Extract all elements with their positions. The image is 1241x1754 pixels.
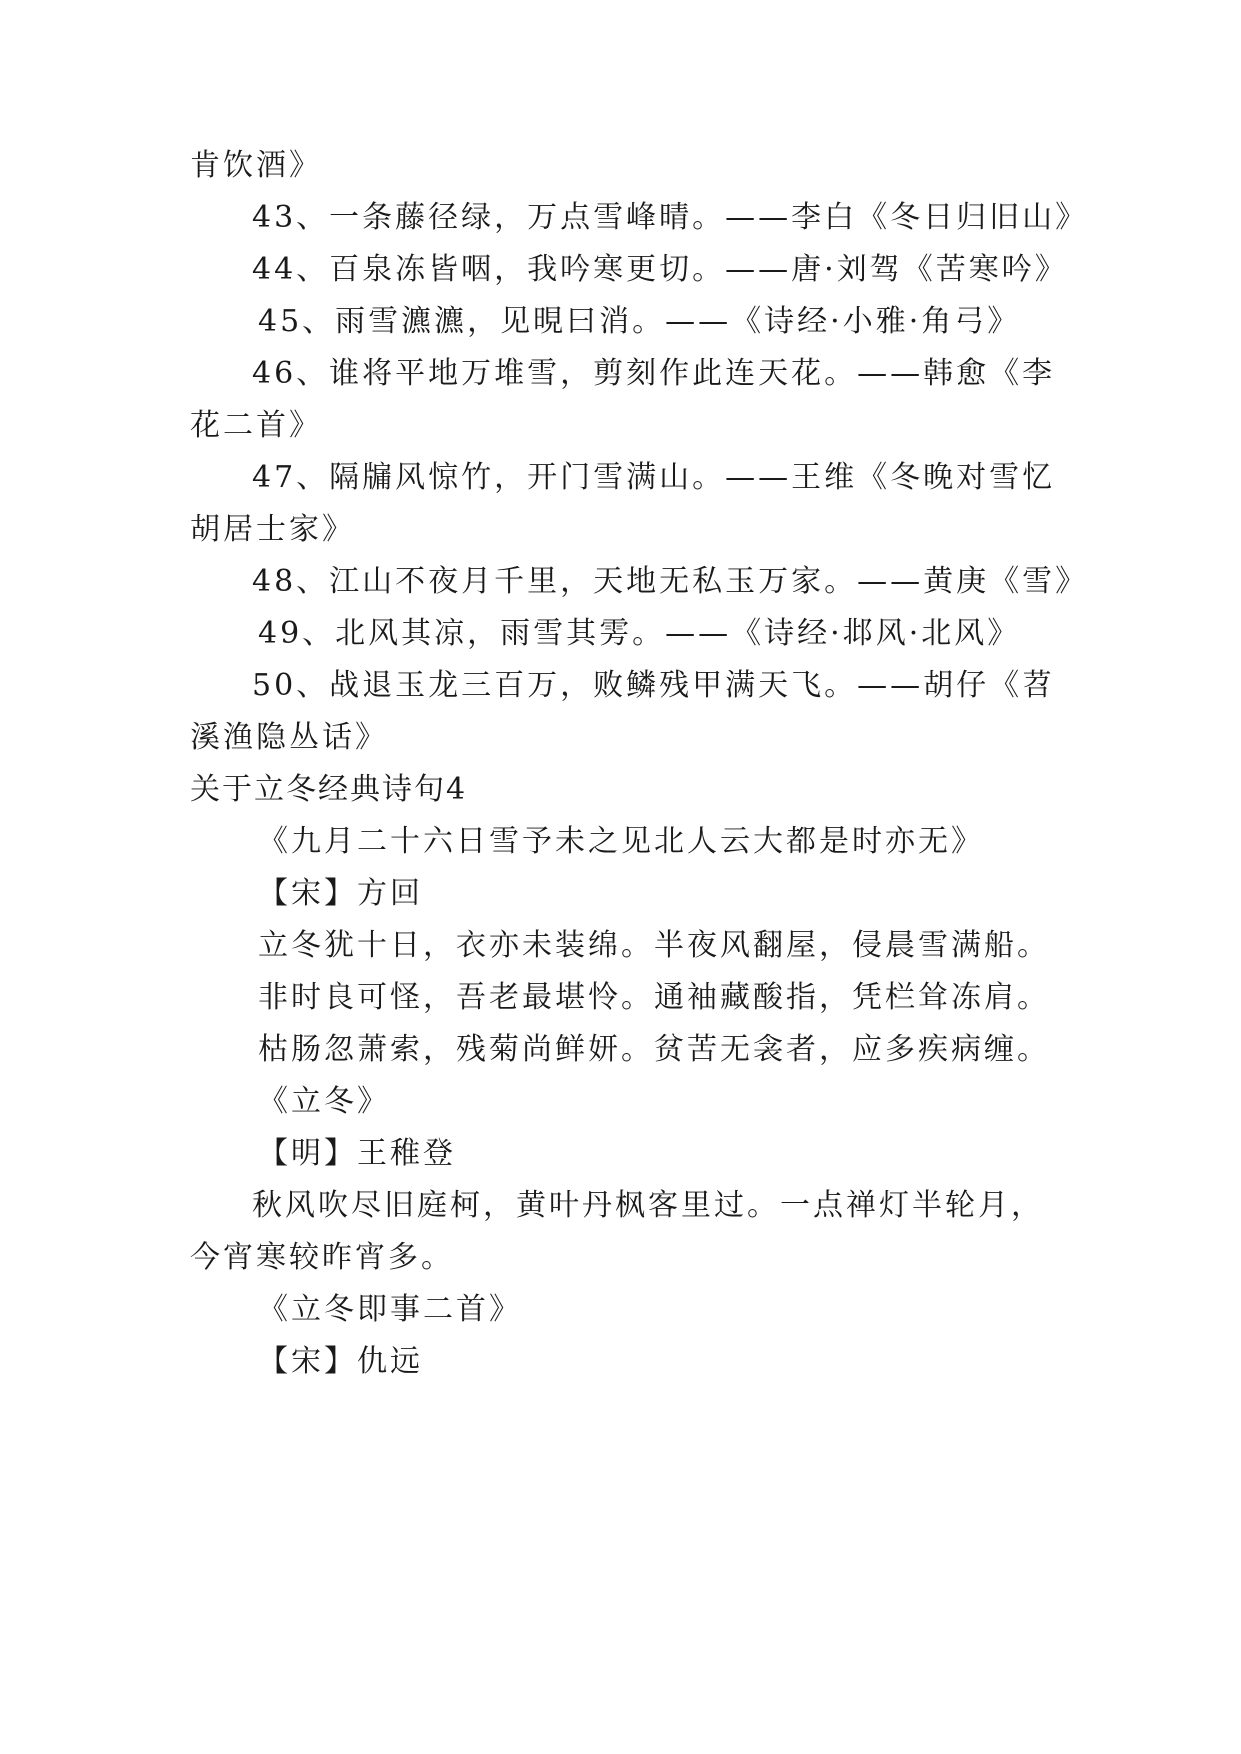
text-line: 47、隔牖风惊竹，开门雪满山。——王维《冬晚对雪忆 [252, 460, 1056, 495]
poem-line: 今宵寒较昨宵多。 [190, 1240, 454, 1275]
poem-title: 《立冬即事二首》 [258, 1292, 522, 1327]
poem-title: 《立冬》 [258, 1084, 390, 1119]
text-line: 44、百泉冻皆咽，我吟寒更切。——唐·刘驾《苦寒吟》 [252, 252, 1068, 287]
poem-author: 【宋】仇远 [258, 1344, 423, 1379]
poem-author: 【明】王稚登 [258, 1136, 456, 1171]
text-line: 肯饮酒》 [190, 148, 322, 183]
text-line: 胡居士家》 [190, 512, 355, 547]
poem-line: 立冬犹十日，衣亦未装绵。半夜风翻屋，侵晨雪满船。 [258, 928, 1050, 963]
poem-line: 枯肠忽萧索，残菊尚鲜妍。贫苦无衾者，应多疾病缠。 [258, 1032, 1050, 1067]
text-line: 溪渔隐丛话》 [190, 720, 388, 755]
text-line: 48、江山不夜月千里，天地无私玉万家。——黄庚《雪》 [252, 564, 1089, 599]
text-line: 49、北风其凉，雨雪其雱。——《诗经·邶风·北风》 [258, 616, 1021, 651]
text-line: 43、一条藤径绿，万点雪峰晴。——李白《冬日归旧山》 [252, 200, 1089, 235]
text-line: 45、雨雪瀌瀌，见晛曰消。——《诗经·小雅·角弓》 [258, 304, 1021, 339]
text-line: 50、战退玉龙三百万，败鳞残甲满天飞。——胡仔《苕 [252, 668, 1056, 703]
text-line: 46、谁将平地万堆雪，剪刻作此连天花。——韩愈《李 [252, 356, 1056, 391]
text-line: 花二首》 [190, 408, 322, 443]
poem-title: 《九月二十六日雪予未之见北人云大都是时亦无》 [258, 824, 984, 859]
poem-author: 【宋】方回 [258, 876, 423, 911]
section-heading: 关于立冬经典诗句4 [190, 772, 468, 807]
poem-line: 非时良可怪，吾老最堪怜。通袖藏酸指，凭栏耸冻肩。 [258, 980, 1050, 1015]
poem-line: 秋风吹尽旧庭柯，黄叶丹枫客里过。一点禅灯半轮月， [252, 1188, 1044, 1223]
